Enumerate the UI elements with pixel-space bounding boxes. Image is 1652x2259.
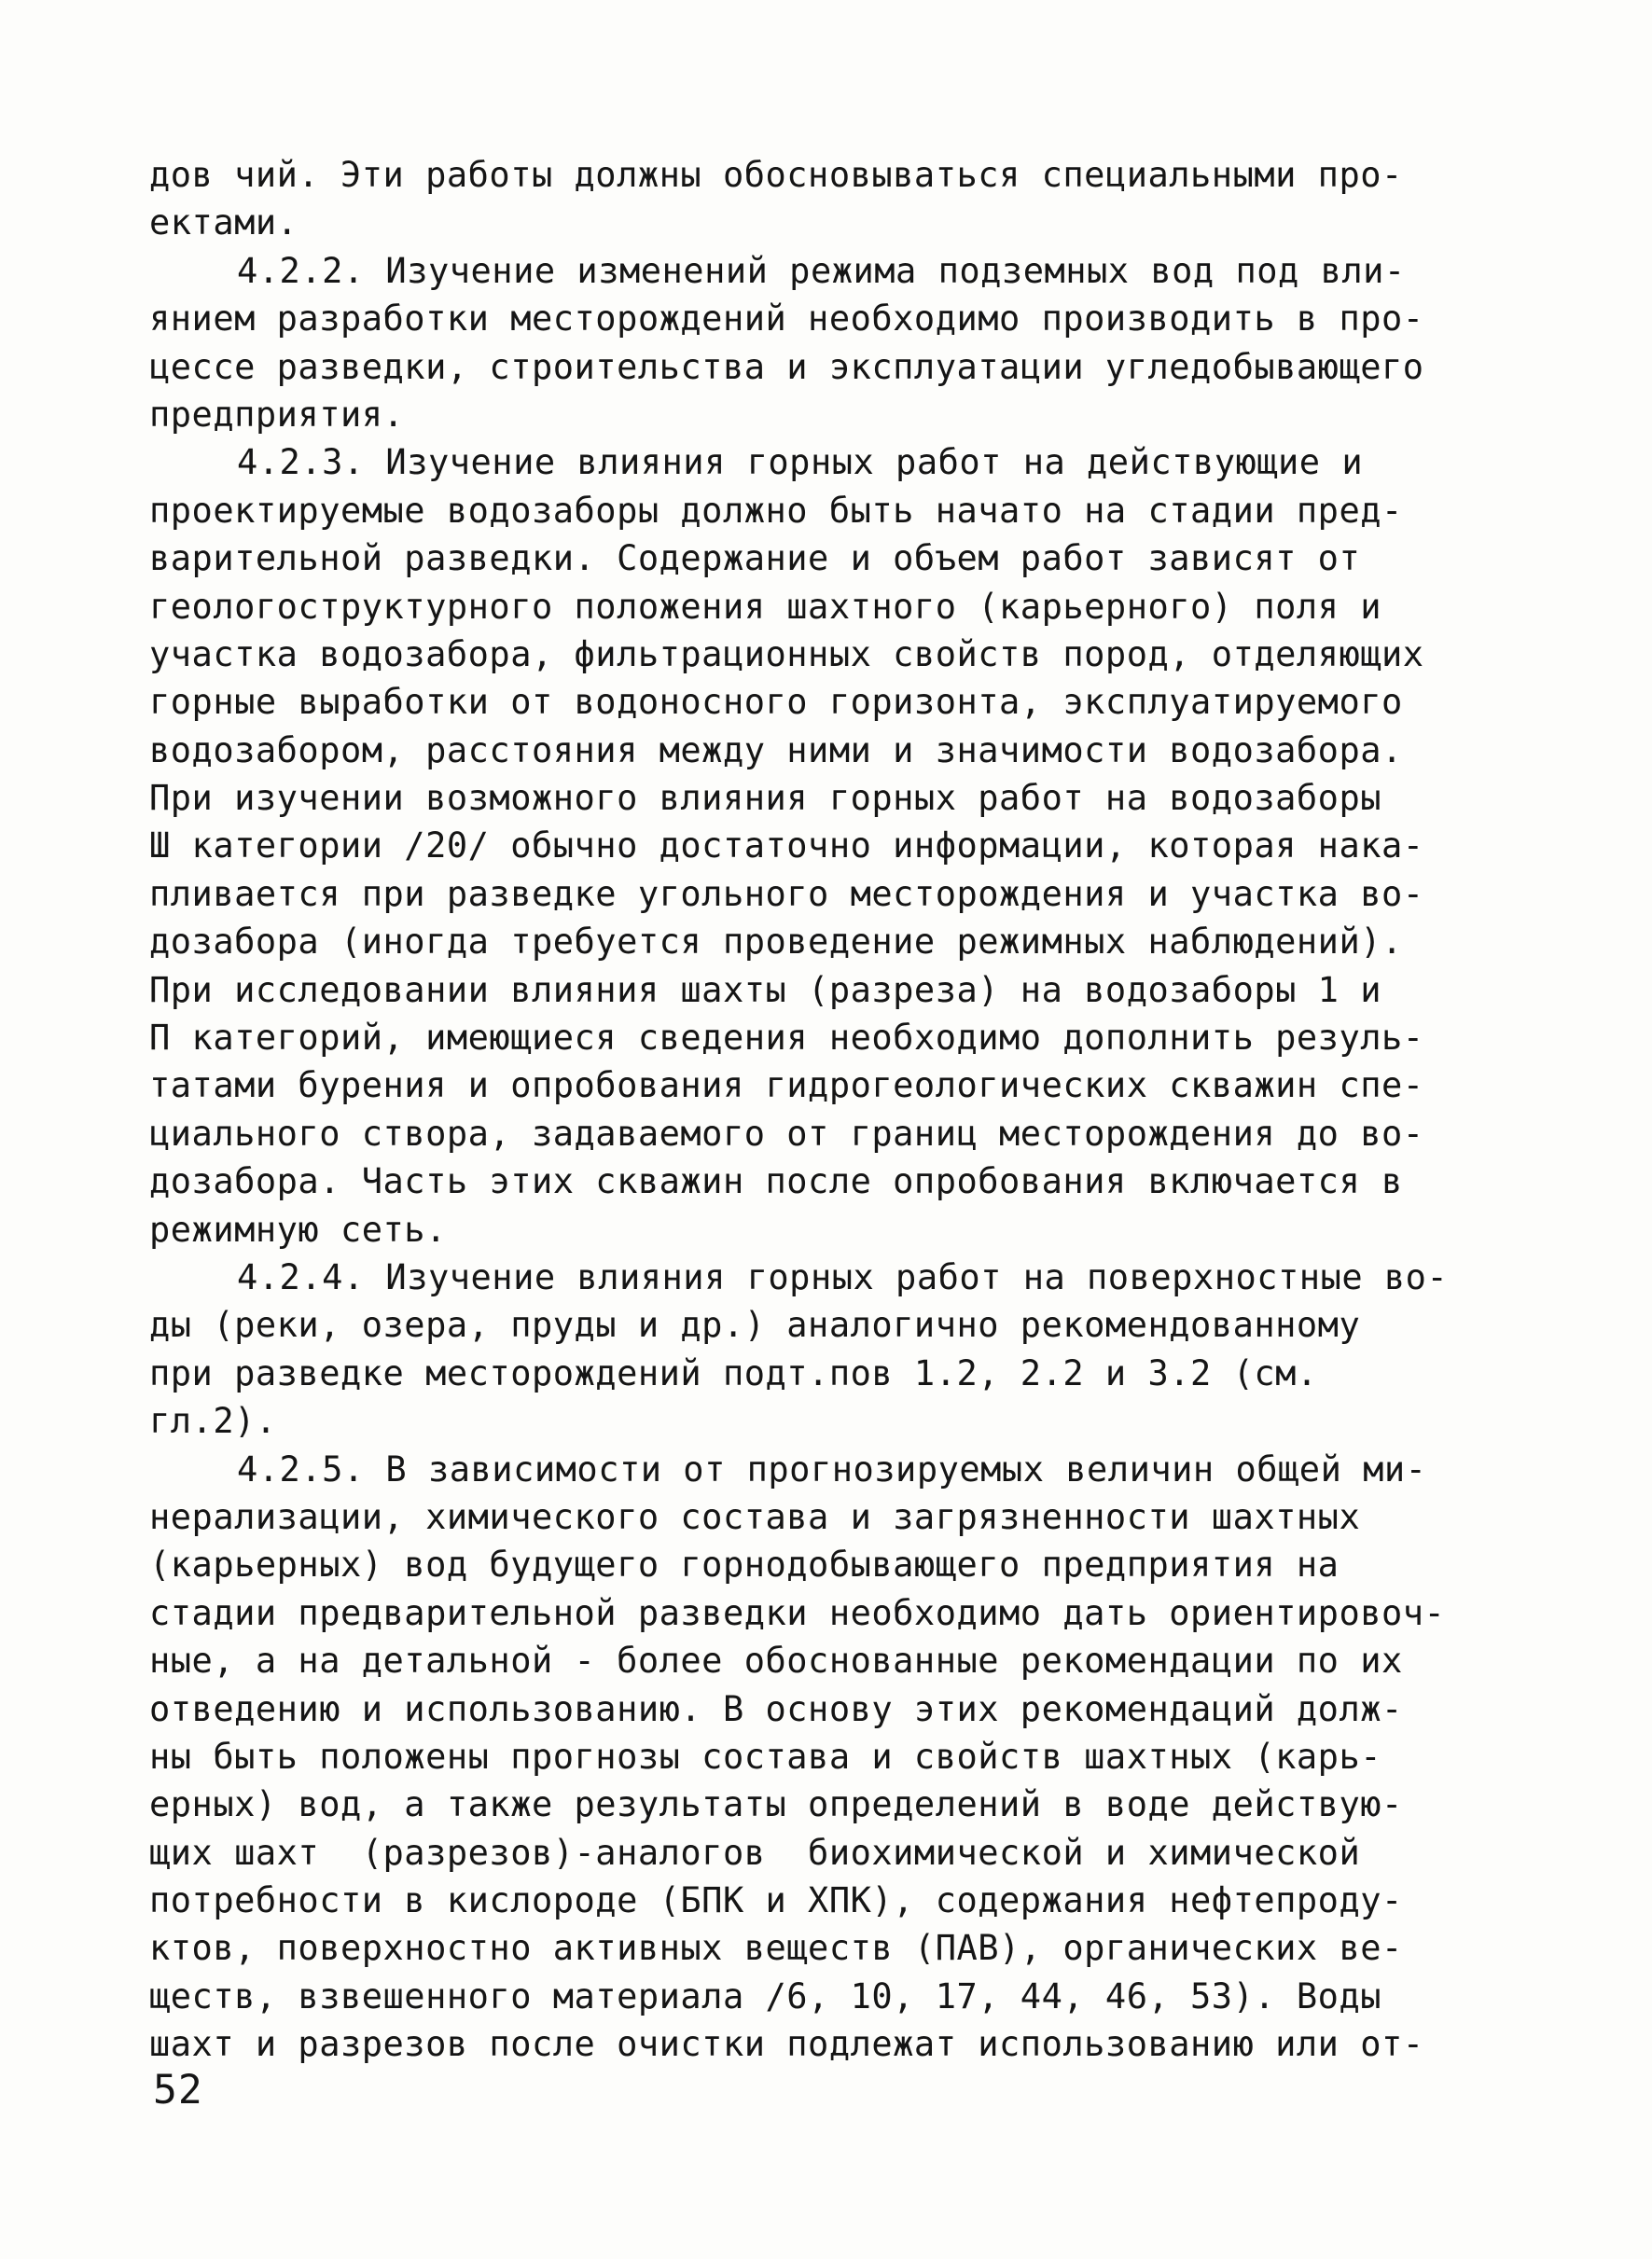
text-line: пливается при разведке угольного месторождения и участка во- [149,873,1424,914]
text-line: щих шахт (разрезов)-аналогов биохимической и химической [149,1832,1361,1873]
text-line: ды (реки, озера, пруды и др.) аналогично рекомендованному [149,1305,1361,1346]
text-line: При исследовании влияния шахты (разреза) на водозаборы 1 и [149,969,1382,1010]
text-line: ктов, поверхностно активных веществ (ПАВ), органических ве- [149,1928,1403,1969]
text-line: варительной разведки. Содержание и объем работ зависят от [149,538,1361,579]
text-line: дов чий. Эти работы должны обосновываться специальными про- [149,155,1403,195]
text-line: 4.2.2. Изучение изменений режима подземных вод под вли- [237,250,1406,291]
text-line: 4.2.5. В зависимости от прогнозируемых величин общей ми- [237,1448,1427,1490]
text-line: (карьерных) вод будущего горнодобывающего предприятия на [149,1545,1340,1586]
text-line: стадии предварительной разведки необходимо дать ориентировоч- [149,1592,1446,1633]
text-line: водозабором, расстояния между ними и значимости водозабора. [149,729,1403,770]
text-line: ерных) вод, а также результаты определений в воде действую- [149,1784,1403,1825]
text-line: 4.2.4. Изучение влияния горных работ на поверхностные во- [237,1256,1449,1297]
text-line: дозабора. Часть этих скважин после опробования включается в [149,1161,1403,1202]
text-line: П категорий, имеющиеся сведения необходимо дополнить резуль- [149,1018,1424,1059]
text-line: янием разработки месторождений необходимо производить в про- [149,298,1424,340]
text-line: ществ, взвешенного материала /6, 10, 17, 44, 46, 53). Воды [149,1975,1382,2016]
body-text [149,151,1511,2069]
text-line: отведению и использованию. В основу этих рекомендаций долж- [149,1688,1403,1729]
text-line: горные выработки от водоносного горизонта, эксплуатируемого [149,682,1403,723]
text-line: ные, а на детальной - более обоснованные рекомендации по их [149,1641,1403,1682]
text-line: татами бурения и опробования гидрогеологических скважин спе- [149,1065,1424,1106]
text-line: режимную сеть. [149,1209,447,1250]
text-line: шахт и разрезов после очистки подлежат использованию или от- [149,2024,1424,2065]
text-line: ектами. [149,202,298,243]
page-number: 52 [153,2067,203,2113]
text-line: 4.2.3. Изучение влияния горных работ на действующие и [237,442,1364,483]
text-line: нерализации, химического состава и загрязненности шахтных [149,1496,1361,1537]
text-line: при разведке месторождений подт.пов 1.2, 2.2 и 3.2 (см. [149,1352,1318,1393]
text-line: потребности в кислороде (БПК и ХПК), содержания нефтепроду- [149,1880,1403,1921]
text-line: ны быть положены прогнозы состава и свойств шахтных (карь- [149,1736,1382,1777]
text-line: циального створа, задаваемого от границ месторождения до во- [149,1113,1424,1154]
text-line: При изучении возможного влияния горных работ на водозаборы [149,778,1382,819]
text-line: Ш категории /20/ обычно достаточно информации, которая нака- [149,825,1424,866]
text-line: цессе разведки, строительства и эксплуатации угледобывающего [149,346,1424,387]
text-line: геологоструктурного положения шахтного (карьерного) поля и [149,586,1382,627]
text-line: дозабора (иногда требуется проведение режимных наблюдений). [149,922,1403,963]
text-line: предприятия. [149,394,405,435]
text-line: гл.2). [149,1401,277,1442]
text-line: участка водозабора, фильтрационных свойств пород, отделяющих [149,633,1424,674]
text-line: проектируемые водозаборы должно быть начато на стадии пред- [149,490,1403,531]
